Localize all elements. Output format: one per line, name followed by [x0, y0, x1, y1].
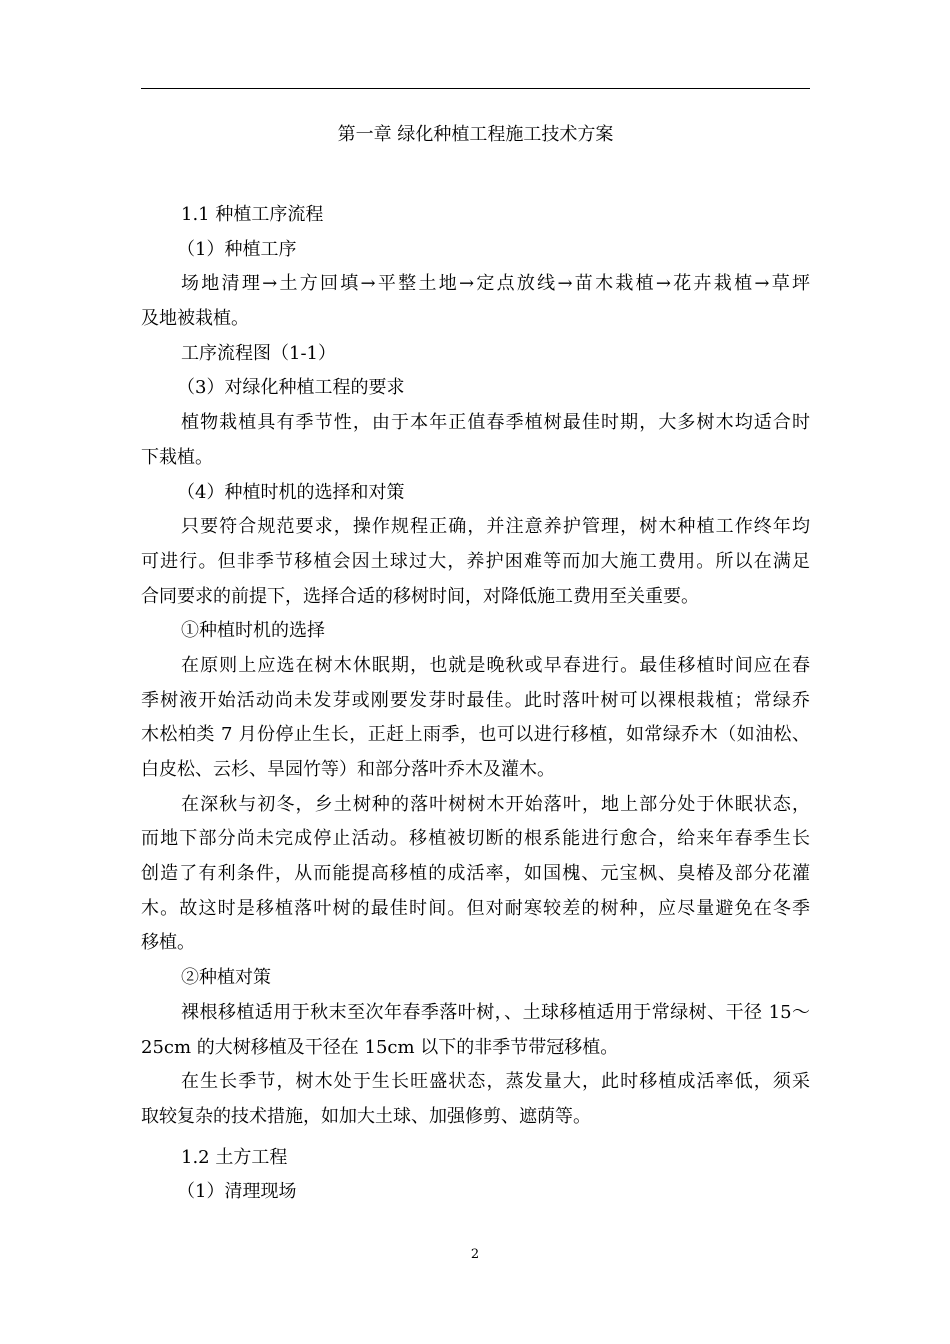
paragraph-line: 木。故这时是移植落叶树的最佳时间。但对耐寒较差的树种，应尽量避免在冬季	[141, 897, 810, 919]
paragraph-line: 季树液开始活动尚未发芽或刚要发芽时最佳。此时落叶树可以裸根栽植；常绿乔	[141, 689, 810, 711]
paragraph-line: 在生长季节，树木处于生长旺盛状态，蒸发量大，此时移植成活率低，须采	[181, 1071, 810, 1093]
paragraph-line: 裸根移植适用于秋末至次年春季落叶树，、土球移植适用于常绿树、干径 15～	[181, 1001, 810, 1023]
chapter-title: 第一章 绿化种植工程施工技术方案	[337, 124, 614, 145]
figure-reference: 工序流程图（1-1）	[181, 342, 336, 364]
section-heading-1-1: 1.1 种植工序流程	[181, 204, 324, 225]
subheading-requirements: （3）对绿化种植工程的要求	[177, 377, 405, 399]
subheading-timing-strategy: （4）种植时机的选择和对策	[177, 481, 405, 503]
paragraph-line: 而地下部分尚未完成停止活动。移植被切断的根系能进行愈合，给来年春季生长	[141, 828, 810, 850]
page-number: 2	[470, 1247, 480, 1262]
subheading-site-clearing: （1）清理现场	[177, 1181, 297, 1203]
paragraph-line: 植物栽植具有季节性，由于本年正值春季植树最佳时期，大多树木均适合时	[181, 412, 810, 434]
paragraph-line: 创造了有利条件，从而能提高移植的成活率，如国槐、元宝枫、臭椿及部分花灌	[141, 863, 810, 885]
paragraph-line: 场地清理→土方回填→平整土地→定点放线→苗木栽植→花卉栽植→草坪	[181, 273, 810, 295]
paragraph-line: 取较复杂的技术措施，如加大土球、加强修剪、遮荫等。	[141, 1105, 591, 1127]
paragraph-line: 在深秋与初冬，乡土树种的落叶树树木开始落叶，地上部分处于休眠状态，	[181, 793, 810, 815]
paragraph-line: 下栽植。	[141, 446, 213, 468]
paragraph-line: 合同要求的前提下，选择合适的移树时间，对降低施工费用至关重要。	[141, 585, 699, 607]
paragraph-line: 木松柏类 7 月份停止生长，正赶上雨季，也可以进行移植，如常绿乔木（如油松、	[141, 724, 810, 746]
subheading-planting-strategy: ②种植对策	[181, 967, 271, 989]
header-rule	[141, 88, 810, 89]
paragraph-line: 25cm 的大树移植及干径在 15cm 以下的非季节带冠移植。	[141, 1036, 619, 1058]
section-heading-1-2: 1.2 土方工程	[181, 1146, 288, 1168]
subheading-timing-selection: ①种植时机的选择	[181, 620, 325, 642]
paragraph-line: 在原则上应选在树木休眠期，也就是晚秋或早春进行。最佳移植时间应在春	[181, 654, 810, 676]
subheading-planting-procedure: （1）种植工序	[177, 238, 297, 260]
paragraph-line: 移植。	[141, 932, 195, 954]
paragraph-line: 及地被栽植。	[141, 308, 249, 330]
paragraph-line: 只要符合规范要求，操作规程正确，并注意养护管理，树木种植工作终年均	[181, 516, 810, 538]
paragraph-line: 可进行。但非季节移植会因土球过大，养护困难等而加大施工费用。所以在满足	[141, 550, 810, 572]
body-text	[141, 200, 810, 1212]
paragraph-line: 白皮松、云杉、旱园竹等）和部分落叶乔木及灌木。	[141, 759, 555, 780]
